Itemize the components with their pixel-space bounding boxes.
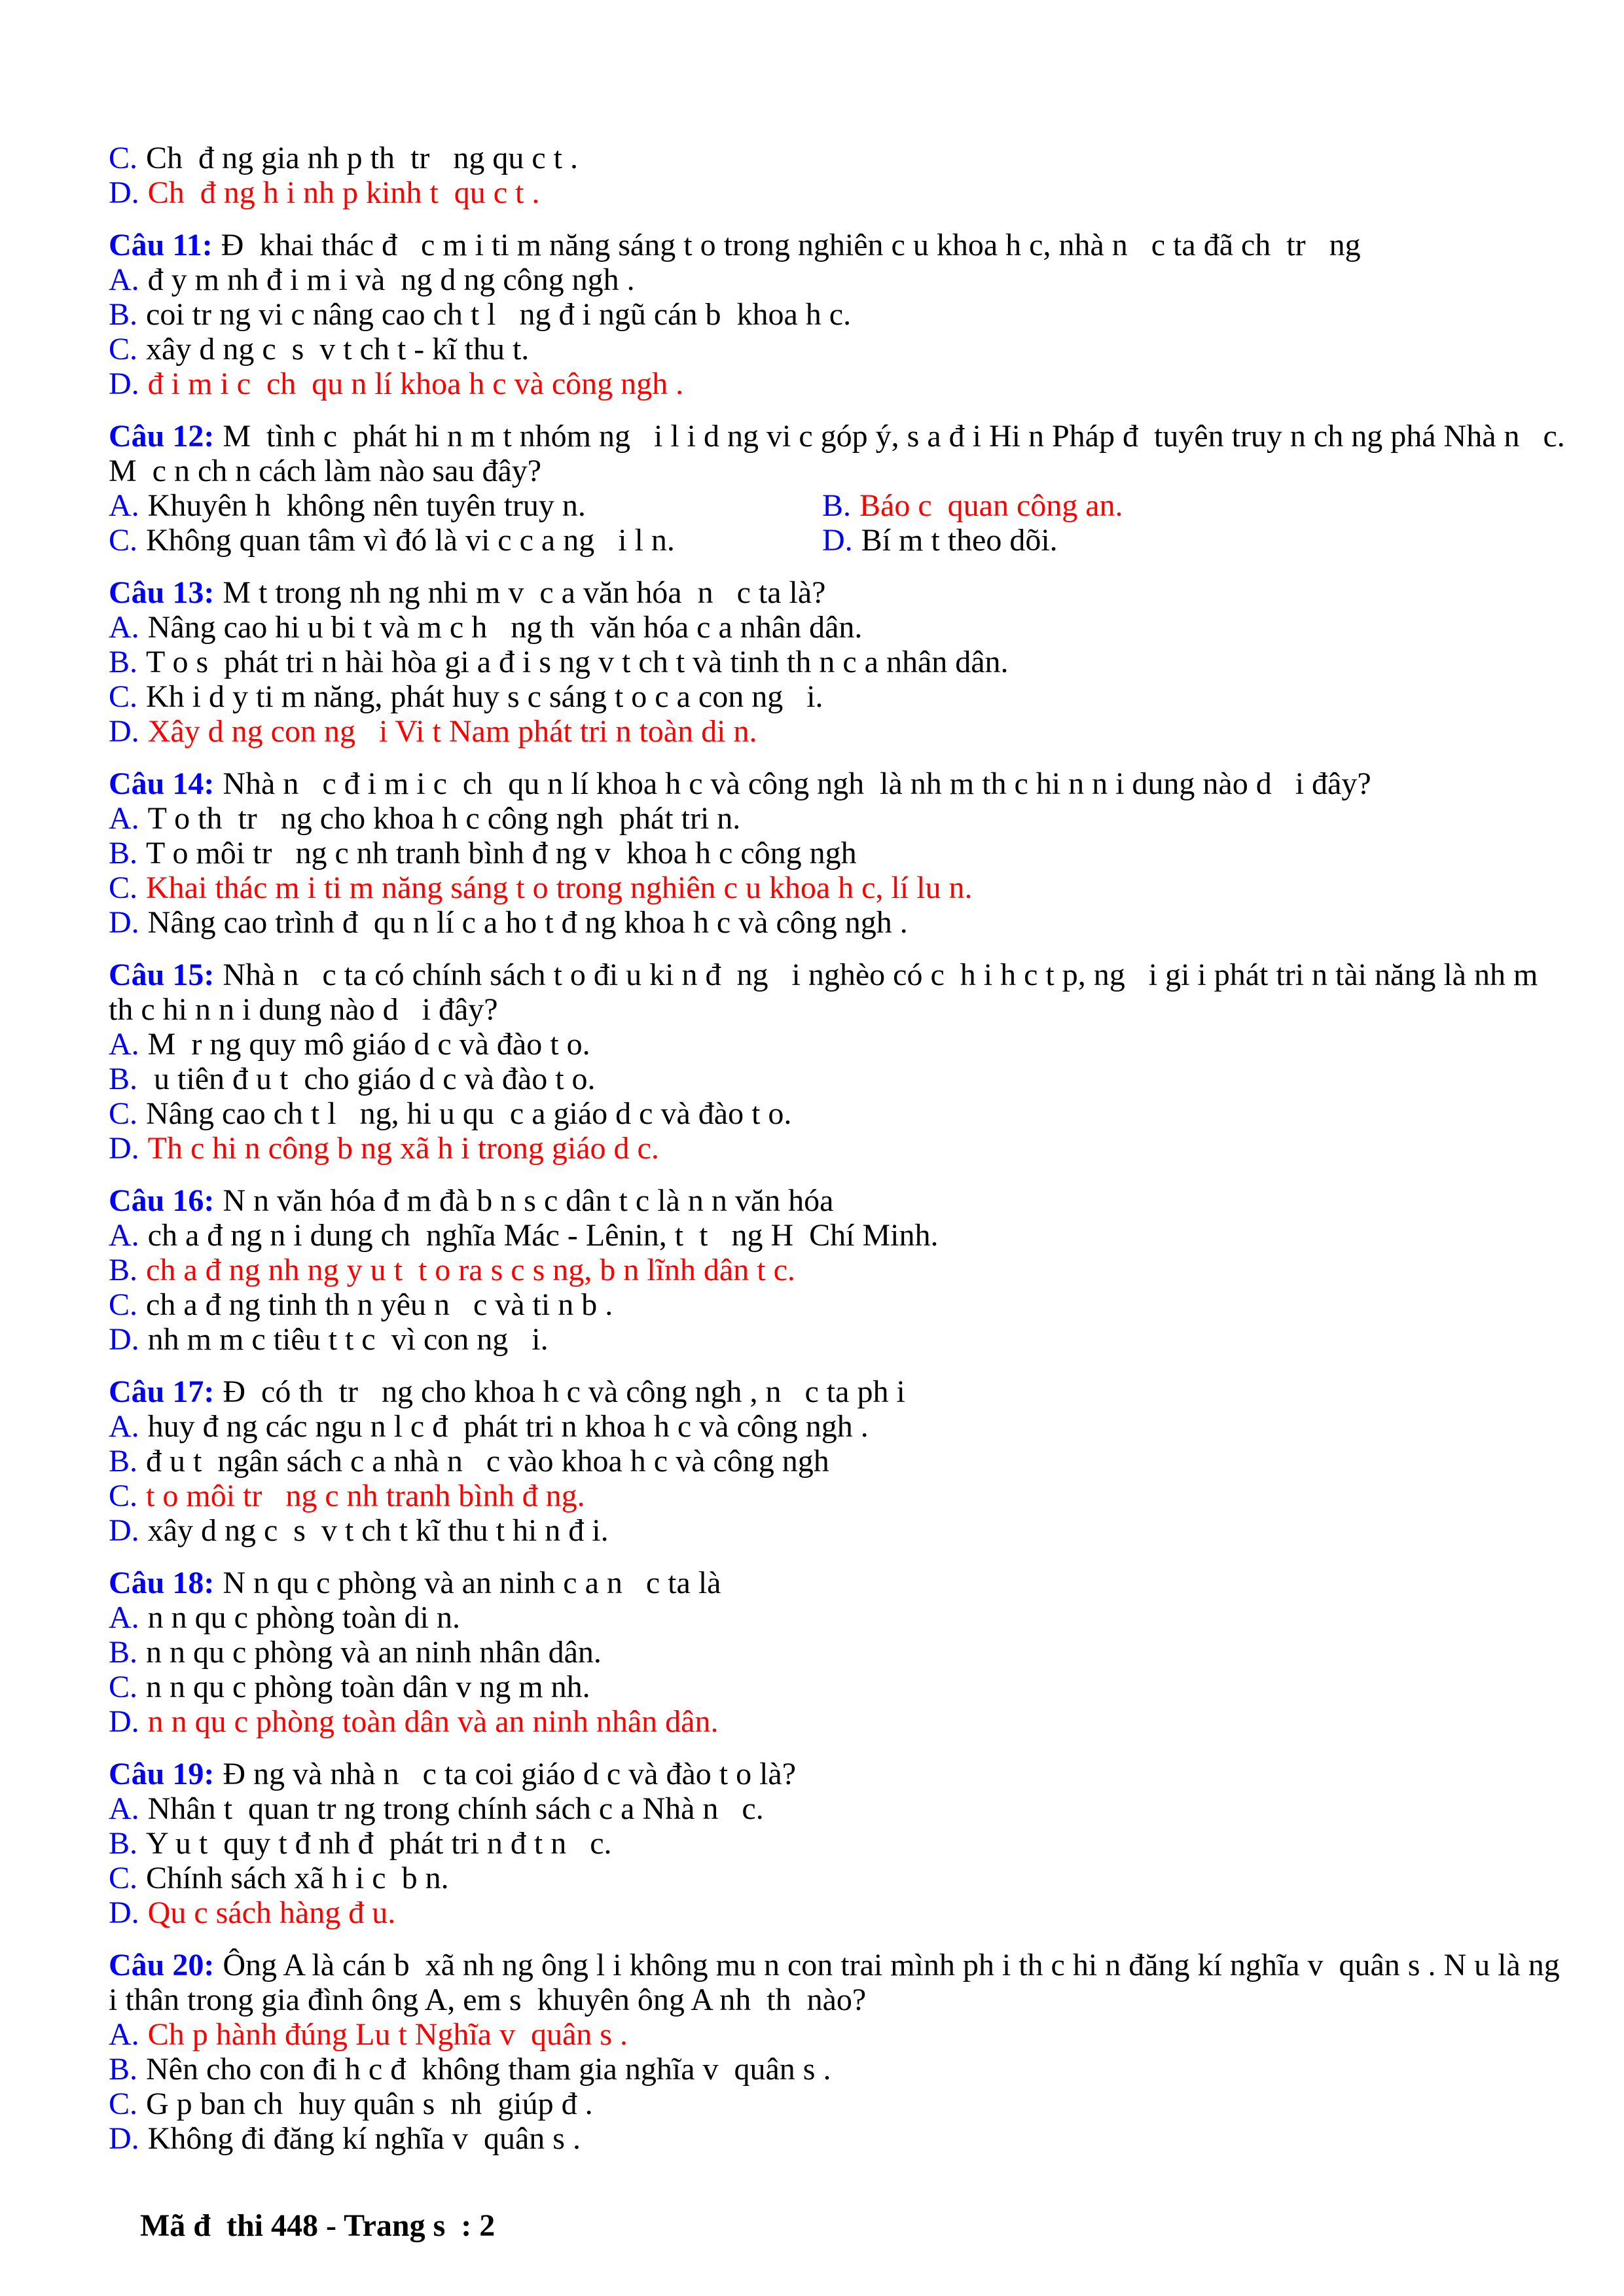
option-row bbox=[109, 332, 1566, 367]
option-letter: B. bbox=[109, 1253, 138, 1287]
option-text: n n qu c phòng và an ninh nhân dân. bbox=[146, 1635, 602, 1670]
option-letter: D. bbox=[109, 175, 139, 210]
option-row bbox=[109, 1062, 1566, 1096]
option-text: Kh i d y ti m năng, phát huy s c sáng t o c a con ng i. bbox=[146, 679, 823, 714]
question-text: M t trong nh ng nhi m v c a văn hóa n c ta là? bbox=[223, 575, 826, 610]
option-letter: C. bbox=[109, 1670, 138, 1704]
question-line bbox=[109, 228, 1566, 262]
question-block bbox=[109, 766, 1566, 940]
option-text: n n qu c phòng toàn dân v ng m nh. bbox=[146, 1670, 590, 1704]
option-row bbox=[109, 2087, 1566, 2121]
question-block bbox=[109, 575, 1566, 749]
option-letter: C. bbox=[109, 2087, 138, 2121]
option-row bbox=[109, 610, 1566, 645]
option-letter: C. bbox=[109, 141, 138, 175]
question-block bbox=[109, 1374, 1566, 1548]
question-line bbox=[109, 766, 1566, 801]
footer-text: Mã đ thi 448 - Trang s : 2 bbox=[140, 2208, 496, 2243]
question-number-label: Câu 16: bbox=[109, 1183, 215, 1218]
option-letter: B. bbox=[109, 2052, 138, 2087]
option-row bbox=[109, 836, 1566, 870]
option-row bbox=[109, 2121, 1566, 2156]
option-row bbox=[109, 1670, 1566, 1704]
question-number-label: Câu 18: bbox=[109, 1566, 215, 1600]
option-text: Bí m t theo dõi. bbox=[861, 523, 1058, 558]
option-text: u tiên đ u t cho giáo d c và đào t o. bbox=[146, 1062, 596, 1096]
question-number-label: Câu 14: bbox=[109, 766, 215, 801]
option-row bbox=[109, 679, 1566, 714]
option-text: n n qu c phòng toàn dân và an ninh nhân dân. bbox=[147, 1704, 719, 1739]
option-letter: C. bbox=[109, 679, 138, 714]
option-row bbox=[109, 1826, 1566, 1861]
option-letter: D. bbox=[109, 1895, 139, 1930]
option-letter: C. bbox=[109, 1287, 138, 1322]
question-block bbox=[109, 228, 1566, 401]
option-letter: A. bbox=[109, 1218, 139, 1253]
question-number-label: Câu 13: bbox=[109, 575, 215, 610]
option-row bbox=[109, 2052, 1566, 2087]
question-number-label: Câu 12: bbox=[109, 419, 215, 454]
question-text: Đ có th tr ng cho khoa h c và công ngh , n c ta ph i bbox=[223, 1374, 905, 1409]
question-line bbox=[109, 1183, 1566, 1218]
option-row bbox=[822, 488, 1566, 523]
option-row bbox=[109, 645, 1566, 679]
option-row bbox=[109, 1322, 1566, 1357]
question-text: Ông A là cán b xã nh ng ông l i không mu n con trai mình ph i th c hi n đăng kí nghĩa v quân s . N u là ng i thân trong gia đình ông A, em s khuyên ông A nh th nào? bbox=[109, 1948, 1583, 2017]
option-letter: B. bbox=[109, 1635, 138, 1670]
option-row bbox=[109, 1791, 1566, 1826]
option-text: huy đ ng các ngu n l c đ phát tri n khoa h c và công ngh . bbox=[147, 1409, 869, 1444]
option-text: t o môi tr ng c nh tranh bình đ ng. bbox=[146, 1479, 585, 1513]
option-text: Y u t quy t đ nh đ phát tri n đ t n c. bbox=[146, 1826, 612, 1861]
option-letter: A. bbox=[109, 610, 139, 645]
option-letter: A. bbox=[109, 262, 139, 297]
option-row bbox=[109, 714, 1566, 749]
option-text: đ i m i c ch qu n lí khoa h c và công ngh . bbox=[147, 367, 684, 401]
option-text: G p ban ch huy quân s nh giúp đ . bbox=[146, 2087, 593, 2121]
option-text: Báo c quan công an. bbox=[859, 488, 1123, 523]
option-row bbox=[109, 870, 1566, 905]
option-text: Ch đ ng gia nh p th tr ng qu c t . bbox=[146, 141, 578, 175]
option-letter: A. bbox=[109, 2017, 139, 2052]
option-letter: A. bbox=[109, 1600, 139, 1635]
question-number-label: Câu 19: bbox=[109, 1757, 215, 1791]
question-text: Nhà n c ta có chính sách t o đi u ki n đ ng i nghèo có c h i h c t p, ng i gi i phát tri n tài năng là nh m th c hi n n i dung nào d i đây? bbox=[109, 958, 1546, 1027]
option-row bbox=[109, 2017, 1566, 2052]
option-row bbox=[822, 523, 1566, 558]
option-row bbox=[109, 1600, 1566, 1635]
option-letter: C. bbox=[109, 1096, 138, 1131]
question-line bbox=[109, 958, 1566, 1027]
question-text: Nhà n c đ i m i c ch qu n lí khoa h c và công ngh là nh m th c hi n n i dung nào d i đây? bbox=[223, 766, 1371, 801]
option-text: ch a đ ng tinh th n yêu n c và ti n b . bbox=[146, 1287, 613, 1322]
option-text: Th c hi n công b ng xã h i trong giáo d c. bbox=[147, 1131, 659, 1166]
question-number-label: Câu 15: bbox=[109, 958, 215, 992]
option-text: coi tr ng vi c nâng cao ch t l ng đ i ngũ cán b khoa h c. bbox=[146, 297, 852, 332]
option-text: Không quan tâm vì đó là vi c c a ng i l n. bbox=[146, 523, 675, 558]
option-letter: D. bbox=[109, 1704, 139, 1739]
option-letter: D. bbox=[109, 1513, 139, 1548]
option-letter: B. bbox=[822, 488, 852, 523]
option-row bbox=[109, 488, 822, 523]
option-text: Không đi đăng kí nghĩa v quân s . bbox=[147, 2121, 581, 2156]
option-letter: D. bbox=[109, 1322, 139, 1357]
option-row bbox=[109, 1218, 1566, 1253]
question-block bbox=[109, 1566, 1566, 1739]
question-text: N n văn hóa đ m đà b n s c dân t c là n n văn hóa bbox=[223, 1183, 834, 1218]
option-row bbox=[109, 1479, 1566, 1513]
option-letter: A. bbox=[109, 801, 139, 836]
question-block bbox=[109, 1757, 1566, 1930]
option-text: Chính sách xã h i c b n. bbox=[146, 1861, 449, 1895]
question-text: M tình c phát hi n m t nhóm ng i l i d ng vi c góp ý, s a đ i Hi n Pháp đ tuyên truy n ch ng phá Nhà n c. M c n ch n cách làm nào sau đây? bbox=[109, 419, 1573, 488]
option-letter: C. bbox=[109, 1861, 138, 1895]
question-text: N n qu c phòng và an ninh c a n c ta là bbox=[223, 1566, 721, 1600]
option-row bbox=[109, 1096, 1566, 1131]
question-text: Đ ng và nhà n c ta coi giáo d c và đào t o là? bbox=[223, 1757, 797, 1791]
option-letter: B. bbox=[109, 645, 138, 679]
option-row bbox=[109, 1895, 1566, 1930]
option-letter: D. bbox=[109, 714, 139, 749]
question-line bbox=[109, 1948, 1583, 2017]
option-text: Nâng cao trình đ qu n lí c a ho t đ ng khoa h c và công ngh . bbox=[147, 905, 908, 940]
option-text: Nên cho con đi h c đ không tham gia nghĩa v quân s . bbox=[146, 2052, 831, 2087]
question-block bbox=[109, 1183, 1566, 1357]
option-text: Nhân t quan tr ng trong chính sách c a Nhà n c. bbox=[147, 1791, 764, 1826]
option-text: T o môi tr ng c nh tranh bình đ ng v khoa h c công ngh bbox=[146, 836, 857, 870]
option-letter: A. bbox=[109, 1027, 139, 1062]
question-line bbox=[109, 575, 1566, 610]
option-text: Nâng cao hi u bi t và m c h ng th văn hóa c a nhân dân. bbox=[147, 610, 863, 645]
question-block bbox=[109, 958, 1566, 1166]
option-row bbox=[109, 1861, 1566, 1895]
option-letter: D. bbox=[109, 905, 139, 940]
option-letter: D. bbox=[822, 523, 853, 558]
option-letter: C. bbox=[109, 523, 138, 558]
carryover-options-block bbox=[109, 141, 1566, 210]
question-line bbox=[109, 1374, 1566, 1409]
option-row bbox=[109, 1287, 1566, 1322]
page-footer bbox=[109, 2174, 1566, 2278]
option-text: Xây d ng con ng i Vi t Nam phát tri n toàn di n. bbox=[147, 714, 757, 749]
question-line bbox=[109, 1566, 1566, 1600]
question-number-label: Câu 11: bbox=[109, 228, 213, 262]
option-letter: C. bbox=[109, 870, 138, 905]
option-text: xây d ng c s v t ch t kĩ thu t hi n đ i. bbox=[147, 1513, 609, 1548]
option-row bbox=[109, 141, 1566, 175]
option-text: đ u t ngân sách c a nhà n c vào khoa h c và công ngh bbox=[146, 1444, 829, 1479]
option-text: M r ng quy mô giáo d c và đào t o. bbox=[147, 1027, 590, 1062]
question-block bbox=[109, 1948, 1583, 2156]
question-number-label: Câu 17: bbox=[109, 1374, 215, 1409]
option-row bbox=[109, 1513, 1566, 1548]
option-row bbox=[109, 1027, 1566, 1062]
option-letter: B. bbox=[109, 1444, 138, 1479]
options-two-column bbox=[109, 488, 1566, 558]
option-row bbox=[109, 1131, 1566, 1166]
option-text: Ch đ ng h i nh p kinh t qu c t . bbox=[147, 175, 540, 210]
option-text: nh m m c tiêu t t c vì con ng i. bbox=[147, 1322, 549, 1357]
option-letter: B. bbox=[109, 836, 138, 870]
option-letter: B. bbox=[109, 1826, 138, 1861]
option-row bbox=[109, 905, 1566, 940]
option-text: ch a đ ng n i dung ch nghĩa Mác - Lênin, t t ng H Chí Minh. bbox=[147, 1218, 939, 1253]
option-row bbox=[109, 1444, 1566, 1479]
option-letter: D. bbox=[109, 1131, 139, 1166]
option-text: đ y m nh đ i m i và ng d ng công ngh . bbox=[147, 262, 635, 297]
option-letter: B. bbox=[109, 1062, 138, 1096]
option-text: Khuyên h không nên tuyên truy n. bbox=[147, 488, 586, 523]
option-row bbox=[109, 1704, 1566, 1739]
option-row bbox=[109, 367, 1566, 401]
option-text: xây d ng c s v t ch t - kĩ thu t. bbox=[146, 332, 530, 367]
option-row bbox=[109, 297, 1566, 332]
option-letter: A. bbox=[109, 1409, 139, 1444]
option-row bbox=[109, 175, 1566, 210]
option-text: Nâng cao ch t l ng, hi u qu c a giáo d c và đào t o. bbox=[146, 1096, 792, 1131]
option-text: T o s phát tri n hài hòa gi a đ i s ng v t ch t và tinh th n c a nhân dân. bbox=[146, 645, 1009, 679]
option-letter: A. bbox=[109, 488, 139, 523]
option-letter: B. bbox=[109, 297, 138, 332]
option-row bbox=[109, 1635, 1566, 1670]
exam-body bbox=[109, 141, 1583, 2156]
option-text: Qu c sách hàng đ u. bbox=[147, 1895, 396, 1930]
option-row bbox=[109, 262, 1566, 297]
question-number-label: Câu 20: bbox=[109, 1948, 215, 1982]
option-letter: C. bbox=[109, 332, 138, 367]
option-letter: C. bbox=[109, 1479, 138, 1513]
option-text: n n qu c phòng toàn di n. bbox=[147, 1600, 460, 1635]
option-text: ch a đ ng nh ng y u t t o ra s c s ng, b n lĩnh dân t c. bbox=[146, 1253, 795, 1287]
question-block bbox=[109, 419, 1573, 558]
option-letter: D. bbox=[109, 2121, 139, 2156]
question-text: Đ khai thác đ c m i ti m năng sáng t o trong nghiên c u khoa h c, nhà n c ta đã ch tr ng bbox=[221, 228, 1361, 262]
option-text: Khai thác m i ti m năng sáng t o trong nghiên c u khoa h c, lí lu n. bbox=[146, 870, 973, 905]
option-row bbox=[109, 523, 822, 558]
option-letter: D. bbox=[109, 367, 139, 401]
option-row bbox=[109, 1409, 1566, 1444]
option-row bbox=[109, 1253, 1566, 1287]
option-text: T o th tr ng cho khoa h c công ngh phát tri n. bbox=[147, 801, 741, 836]
question-line bbox=[109, 419, 1573, 488]
option-text: Ch p hành đúng Lu t Nghĩa v quân s . bbox=[147, 2017, 628, 2052]
option-row bbox=[109, 801, 1566, 836]
option-letter: A. bbox=[109, 1791, 139, 1826]
question-line bbox=[109, 1757, 1566, 1791]
